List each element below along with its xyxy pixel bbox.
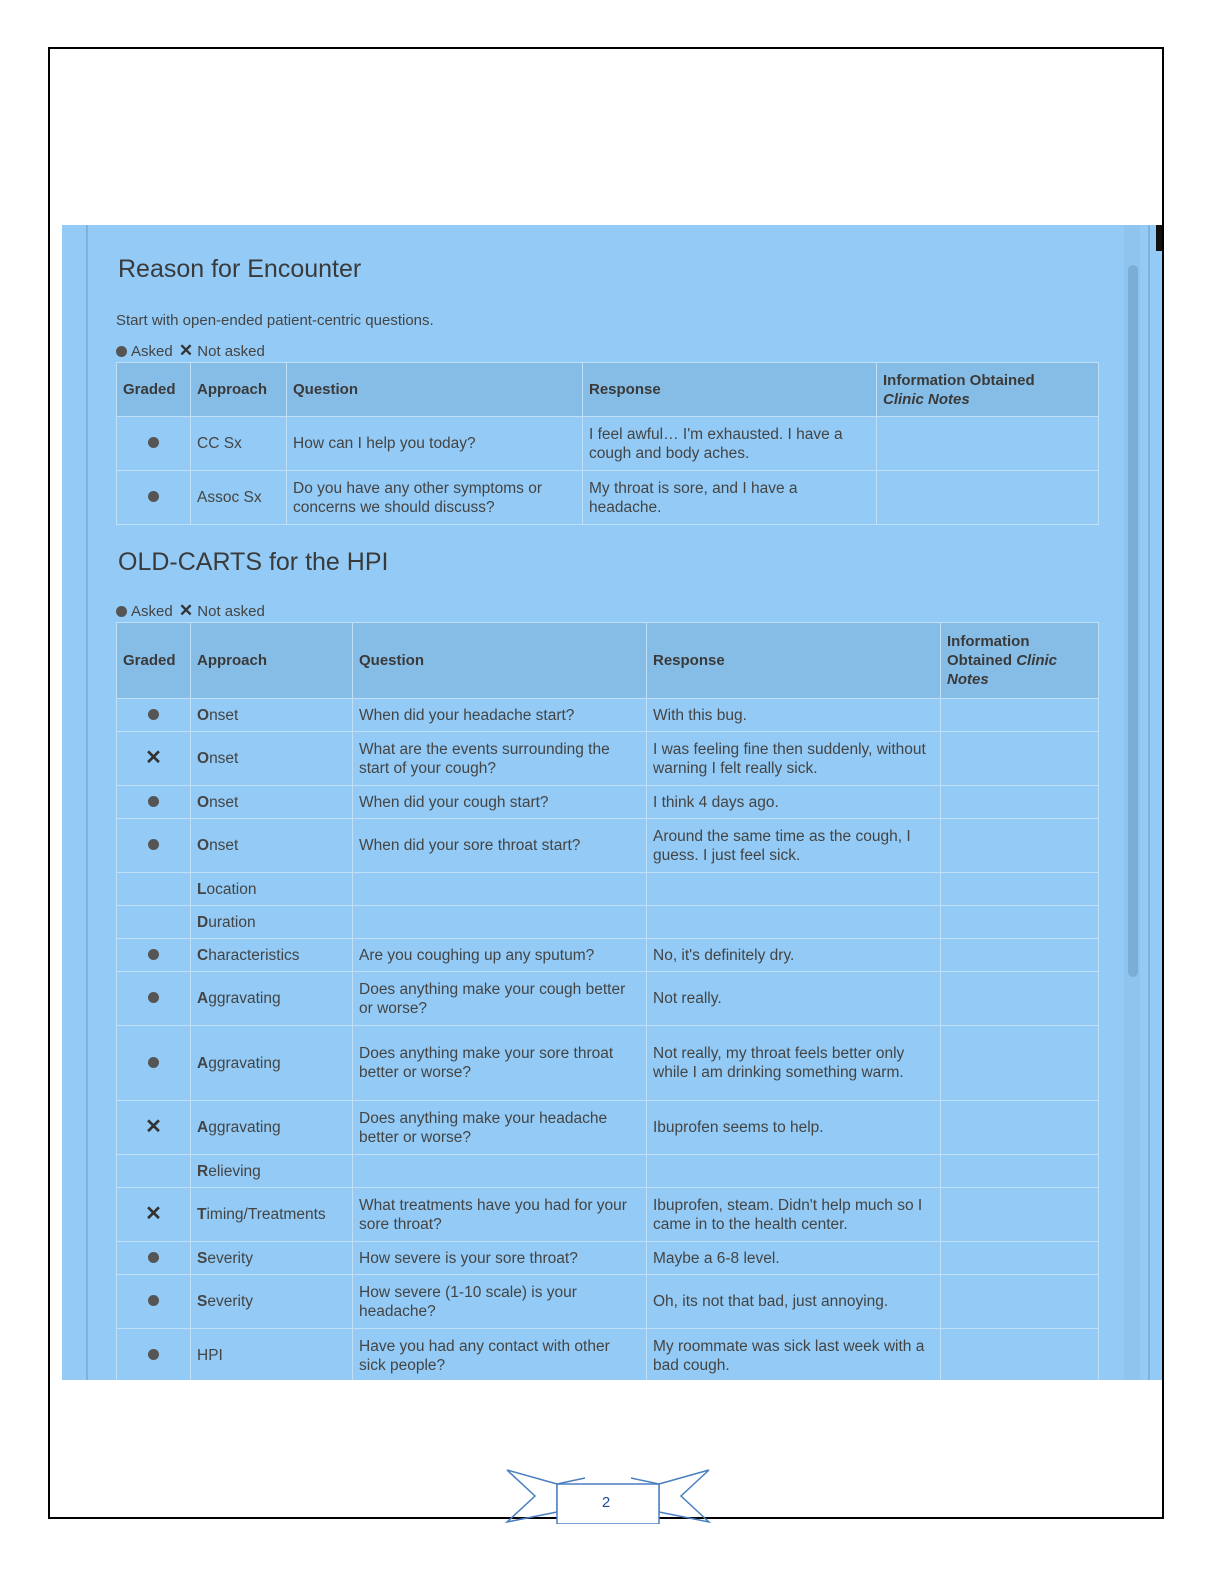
response-cell: Not really, my throat feels better only while I am drinking something warm. (647, 1026, 941, 1101)
approach-label: ggravating (208, 1054, 281, 1072)
approach-cell (191, 1329, 353, 1381)
table-row (117, 972, 1099, 1026)
approach-label: elieving (208, 1162, 261, 1180)
graded-cell (117, 732, 191, 786)
approach-label: ocation (206, 880, 257, 898)
response-cell (647, 906, 941, 939)
mnemonic-letter: O (197, 793, 210, 811)
question-cell: When did your sore throat start? (353, 819, 647, 873)
response-cell: Ibuprofen seems to help. (647, 1101, 941, 1155)
graded-cell (117, 699, 191, 732)
approach-cell (191, 939, 353, 972)
graded-cell (117, 471, 191, 525)
approach-label: iming/Treatments (206, 1206, 326, 1223)
graded-cell (117, 1188, 191, 1242)
section-title-oldcarts: OLD-CARTS for the HPI (118, 548, 389, 576)
graded-cell (117, 819, 191, 873)
response-cell (647, 1155, 941, 1188)
not-asked-x-icon: ✕ (178, 341, 194, 360)
response-cell: I feel awful… I'm exhausted. I have a cough and body aches. (583, 417, 877, 471)
mnemonic-letter: A (197, 990, 209, 1007)
approach-cell (191, 819, 353, 873)
graded-cell (117, 417, 191, 471)
info-cell (877, 471, 1099, 525)
approach-label: everity (207, 1249, 253, 1267)
header-question: Question (287, 363, 583, 417)
not-asked-x-icon: ✕ (145, 1115, 162, 1138)
approach-cell (191, 1101, 353, 1155)
question-cell: Does anything make your cough better or worse? (353, 972, 647, 1026)
mnemonic-letter: R (197, 1162, 209, 1180)
graded-cell (117, 1026, 191, 1101)
mnemonic-letter: O (197, 750, 210, 767)
page-number: 2 (601, 1493, 611, 1511)
mnemonic-letter: T (197, 1206, 207, 1223)
asked-dot-icon (116, 606, 127, 617)
info-cell (941, 1026, 1099, 1101)
question-cell: Are you coughing up any sputum? (353, 939, 647, 972)
graded-cell (117, 972, 191, 1026)
response-cell: Around the same time as the cough, I guess. I just feel sick. (647, 819, 941, 873)
approach-cell (191, 1155, 353, 1188)
graded-cell (117, 939, 191, 972)
mnemonic-letter: A (197, 1119, 209, 1136)
info-cell (941, 1188, 1099, 1242)
graded-cell (117, 873, 191, 906)
info-cell (941, 1329, 1099, 1381)
approach-label: HPI (197, 1347, 223, 1364)
question-cell: What are the events surrounding the start of your cough? (353, 732, 647, 786)
approach-cell: CC Sx (191, 417, 287, 471)
question-cell: When did your headache start? (353, 699, 647, 732)
response-cell: Not really. (647, 972, 941, 1026)
approach-cell (191, 972, 353, 1026)
graded-cell (117, 906, 191, 939)
approach-label: everity (207, 1293, 253, 1310)
approach-cell (191, 906, 353, 939)
question-cell: What treatments have you had for your sore throat? (353, 1188, 647, 1242)
response-cell: Maybe a 6-8 level. (647, 1242, 941, 1275)
scrollbar-thumb[interactable] (1128, 265, 1138, 977)
table-row (117, 873, 1099, 906)
table-row (117, 699, 1099, 732)
question-cell: Do you have any other symptoms or concerns we should discuss? (287, 471, 583, 525)
not-asked-x-icon: ✕ (145, 746, 162, 769)
approach-label: uration (208, 913, 256, 931)
screenshot-panel (62, 225, 1162, 1380)
info-cell (941, 732, 1099, 786)
asked-dot-icon (148, 1349, 159, 1360)
table-row (117, 732, 1099, 786)
question-cell: Have you had any contact with other sick people? (353, 1329, 647, 1381)
table-header-row (117, 363, 1099, 417)
approach-cell (191, 873, 353, 906)
approach-cell (191, 1242, 353, 1275)
question-cell: How severe is your sore throat? (353, 1242, 647, 1275)
approach-label: ggravating (208, 990, 281, 1007)
question-cell (353, 873, 647, 906)
approach-cell (191, 1026, 353, 1101)
question-cell (353, 906, 647, 939)
header-question: Question (353, 623, 647, 699)
table-row (117, 1242, 1099, 1275)
info-cell (941, 1275, 1099, 1329)
table-row (117, 786, 1099, 819)
section-title-reason: Reason for Encounter (118, 255, 362, 283)
window-edge (1156, 225, 1162, 251)
question-cell: How can I help you today? (287, 417, 583, 471)
graded-cell (117, 1155, 191, 1188)
info-cell (941, 939, 1099, 972)
table-row (117, 1101, 1099, 1155)
asked-dot-icon (148, 1295, 159, 1306)
approach-label: nset (209, 750, 239, 767)
response-cell: My throat is sore, and I have a headache. (583, 471, 877, 525)
approach-cell (191, 699, 353, 732)
info-cell (941, 1242, 1099, 1275)
header-response: Response (647, 623, 941, 699)
info-cell (941, 906, 1099, 939)
asked-dot-icon (116, 346, 127, 357)
approach-label: nset (209, 837, 239, 854)
header-graded: Graded (117, 623, 191, 699)
mnemonic-letter: S (197, 1249, 208, 1267)
table-row (117, 471, 1099, 525)
response-cell: Oh, its not that bad, just annoying. (647, 1275, 941, 1329)
mnemonic-letter: O (197, 706, 210, 724)
asked-dot-icon (148, 1252, 159, 1263)
response-cell: With this bug. (647, 699, 941, 732)
table-row (117, 1275, 1099, 1329)
approach-label: nset (209, 706, 239, 724)
table-row (117, 939, 1099, 972)
question-cell (353, 1155, 647, 1188)
info-cell (941, 1101, 1099, 1155)
legend-reason: Asked ✕ Not asked (116, 341, 265, 361)
not-asked-x-icon: ✕ (145, 1202, 162, 1225)
approach-label: ggravating (208, 1119, 281, 1136)
table-row (117, 1026, 1099, 1101)
graded-cell (117, 1275, 191, 1329)
response-cell: No, it's definitely dry. (647, 939, 941, 972)
info-cell (941, 1155, 1099, 1188)
table-row (117, 819, 1099, 873)
asked-dot-icon (148, 839, 159, 850)
not-asked-x-icon: ✕ (178, 601, 194, 620)
reason-table (116, 362, 1099, 525)
question-cell: When did your cough start? (353, 786, 647, 819)
response-cell: Ibuprofen, steam. Didn't help much so I came in to the health center. (647, 1188, 941, 1242)
mnemonic-letter: C (197, 946, 209, 964)
approach-cell (191, 732, 353, 786)
table-row (117, 906, 1099, 939)
left-divider (86, 225, 88, 1380)
approach-cell (191, 1275, 353, 1329)
info-cell (941, 699, 1099, 732)
info-cell (941, 873, 1099, 906)
question-cell: Does anything make your headache better or worse? (353, 1101, 647, 1155)
approach-label: haracteristics (208, 946, 300, 964)
graded-cell (117, 1329, 191, 1381)
graded-cell (117, 1101, 191, 1155)
mnemonic-letter: S (197, 1293, 208, 1310)
response-cell: My roommate was sick last week with a bad cough. (647, 1329, 941, 1381)
mnemonic-letter: O (197, 837, 210, 854)
info-cell (941, 972, 1099, 1026)
mnemonic-letter: D (197, 913, 209, 931)
approach-cell (191, 786, 353, 819)
graded-cell (117, 786, 191, 819)
response-cell: I was feeling fine then suddenly, without warning I felt really sick. (647, 732, 941, 786)
intro-text: Start with open-ended patient-centric questions. (116, 312, 434, 329)
asked-dot-icon (148, 1057, 159, 1068)
asked-dot-icon (148, 491, 159, 502)
legend-oldcarts: Asked ✕ Not asked (116, 601, 265, 621)
mnemonic-letter: L (197, 880, 207, 898)
response-cell (647, 873, 941, 906)
table-row (117, 1188, 1099, 1242)
header-graded: Graded (117, 363, 191, 417)
response-cell: I think 4 days ago. (647, 786, 941, 819)
approach-cell: Assoc Sx (191, 471, 287, 525)
header-response: Response (583, 363, 877, 417)
asked-dot-icon (148, 437, 159, 448)
table-header-row (117, 623, 1099, 699)
info-cell (877, 417, 1099, 471)
question-cell: How severe (1-10 scale) is your headache? (353, 1275, 647, 1329)
header-approach: Approach (191, 363, 287, 417)
table-row (117, 417, 1099, 471)
asked-dot-icon (148, 709, 159, 720)
asked-dot-icon (148, 992, 159, 1003)
table-row (117, 1155, 1099, 1188)
header-approach: Approach (191, 623, 353, 699)
header-info: Information Obtained Clinic Notes (941, 623, 1099, 699)
mnemonic-letter: A (197, 1054, 209, 1072)
question-cell: Does anything make your sore throat better or worse? (353, 1026, 647, 1101)
asked-dot-icon (148, 796, 159, 807)
oldcarts-table (116, 622, 1099, 1380)
info-cell (941, 819, 1099, 873)
table-row (117, 1329, 1099, 1381)
header-info: Information Obtained Clinic Notes (877, 363, 1099, 417)
graded-cell (117, 1242, 191, 1275)
approach-cell (191, 1188, 353, 1242)
asked-dot-icon (148, 949, 159, 960)
right-divider (1148, 225, 1150, 1380)
approach-label: nset (209, 793, 239, 811)
info-cell (941, 786, 1099, 819)
